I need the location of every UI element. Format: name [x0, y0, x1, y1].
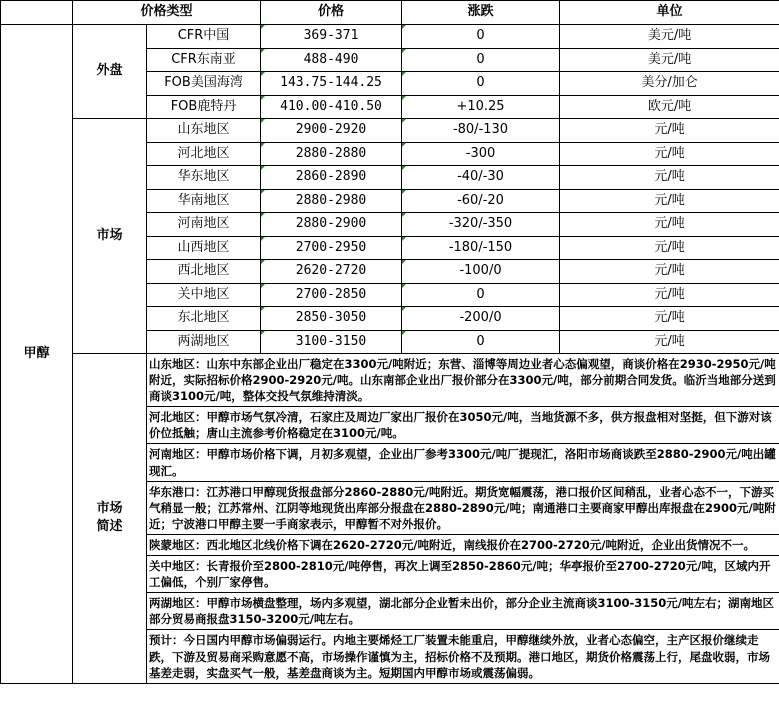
price-value: 2880-2980 [261, 189, 402, 213]
change-value: -180/-150 [402, 236, 560, 260]
region-name: 华南地区 [147, 189, 261, 213]
unit-value: 美元/吨 [560, 25, 779, 49]
unit-value: 美分/加仑 [560, 72, 779, 96]
summary-row [1, 354, 779, 684]
region-name: 河北地区 [147, 142, 261, 166]
unit-value: 元/吨 [560, 330, 779, 354]
price-type: FOB鹿特丹 [147, 95, 261, 119]
header-unit: 单位 [560, 1, 779, 25]
unit-value: 元/吨 [560, 166, 779, 190]
unit-value: 元/吨 [560, 283, 779, 307]
change-value: 0 [402, 330, 560, 354]
summary-paragraph: 两湖地区：甲醇市场横盘整理，场内多观望，湖北部分企业暂未出价，部分企业主流商谈3100-3150元/吨左右；湖南地区部分贸易商报盘3150-3200元/吨左右。 [147, 593, 779, 630]
price-value: 2880-2880 [261, 142, 402, 166]
unit-value: 元/吨 [560, 260, 779, 284]
unit-value: 元/吨 [560, 189, 779, 213]
unit-value: 元/吨 [560, 307, 779, 331]
price-type: FOB美国海湾 [147, 72, 261, 96]
region-name: 山东地区 [147, 119, 261, 143]
price-value: 2700-2950 [261, 236, 402, 260]
price-value: 143.75-144.25 [261, 72, 402, 96]
change-value: -60/-20 [402, 189, 560, 213]
unit-value: 元/吨 [560, 236, 779, 260]
change-value: 0 [402, 48, 560, 72]
summary-label-text: 市场简述 [96, 501, 123, 535]
price-value: 2860-2890 [261, 166, 402, 190]
price-value: 2850-3050 [261, 307, 402, 331]
change-value: 0 [402, 25, 560, 49]
unit-value: 元/吨 [560, 213, 779, 237]
summary-paragraph: 关中地区：长青报价至2800-2810元/吨停售，再次上调至2850-2860元/吨；华亭报价至2700-2720元/吨，区域内开工偏低，个别厂家停售。 [147, 556, 779, 593]
price-type: CFR东南亚 [147, 48, 261, 72]
summary-paragraph: 华东港口：江苏港口甲醇现货报盘部分2860-2880元/吨附近。期货宽幅震荡，港口报价区间稍乱，业者心态不一，下游买气稍显一般；江苏常州、江阴等地现货出库部分报盘在2880-2890元/吨；南通港口主要商家甲醇出库报盘在2900元/吨附近；宁波港口甲醇主要一手商家表示，甲醇暂不对外报价。 [147, 482, 779, 535]
summary-paragraph: 河南地区：甲醇市场价格下调，月初多观望，企业出厂参考3300元/吨厂提现汇，洛阳市场商谈跌至2880-2900元/吨出罐现汇。 [147, 444, 779, 481]
product-label: 甲醇 [1, 25, 73, 684]
price-value: 410.00-410.50 [261, 95, 402, 119]
price-value: 488-490 [261, 48, 402, 72]
change-value: -300 [402, 142, 560, 166]
price-type: CFR中国 [147, 25, 261, 49]
table-row [1, 119, 779, 143]
change-value: -40/-30 [402, 166, 560, 190]
summary-paragraph: 陕蒙地区：西北地区北线价格下调在2620-2720元/吨附近，南线报价在2700-2720元/吨附近，企业出货情况不一。 [147, 535, 779, 556]
price-value: 3100-3150 [261, 330, 402, 354]
price-value: 369-371 [261, 25, 402, 49]
summary-paragraph: 河北地区：甲醇市场气氛冷清，石家庄及周边厂家出厂报价在3050元/吨，当地货源不多，供方报盘相对坚挺，但下游对该价位抵触；唐山主流参考价格稳定在3100元/吨。 [147, 407, 779, 444]
summary-label [73, 354, 147, 684]
market-label: 市场 [73, 119, 147, 354]
region-name: 关中地区 [147, 283, 261, 307]
change-value: -80/-130 [402, 119, 560, 143]
region-name: 东北地区 [147, 307, 261, 331]
region-name: 两湖地区 [147, 330, 261, 354]
header-change: 涨跌 [402, 1, 560, 25]
price-value: 2880-2900 [261, 213, 402, 237]
summary-content [147, 354, 779, 684]
header-row [1, 1, 779, 25]
unit-value: 元/吨 [560, 142, 779, 166]
header-price: 价格 [261, 1, 402, 25]
change-value: +10.25 [402, 95, 560, 119]
external-label: 外盘 [73, 25, 147, 119]
unit-value: 美元/吨 [560, 48, 779, 72]
table-row [1, 25, 779, 49]
summary-paragraph: 山东地区：山东中东部企业出厂稳定在3300元/吨附近；东营、淄博等周边业者心态偏观望，商谈价格在2930-2950元/吨附近，实际招标价格2900-2920元/吨。山东南部企业出厂报价部分在3300元/吨，部分前期合同发货。临沂当地部分送到商谈3100元/吨，整体交投气氛维持清淡。 [147, 354, 779, 407]
change-value: 0 [402, 72, 560, 96]
summary-paragraph: 预计：今日国内甲醇市场偏弱运行。内地主要烯烃工厂装置未能重启，甲醇继续外放，业者心态偏空，主产区报价继续走跌，下游及贸易商采购意愿不高，市场操作谨慎为主，招标价格不及预期。港口地区，期货价格震荡上行，尾盘收弱，市场基差走弱，实盘买气一般，基差盘商谈为主。短期国内甲醇市场或震荡偏弱。 [149, 633, 770, 680]
change-value: -320/-350 [402, 213, 560, 237]
price-value: 2700-2850 [261, 283, 402, 307]
unit-value: 元/吨 [560, 119, 779, 143]
price-value: 2620-2720 [261, 260, 402, 284]
header-blank [1, 1, 73, 25]
price-value: 2900-2920 [261, 119, 402, 143]
region-name: 山西地区 [147, 236, 261, 260]
change-value: -200/0 [402, 307, 560, 331]
change-value: -100/0 [402, 260, 560, 284]
region-name: 西北地区 [147, 260, 261, 284]
region-name: 河南地区 [147, 213, 261, 237]
change-value: 0 [402, 283, 560, 307]
unit-value: 欧元/吨 [560, 95, 779, 119]
header-price-type: 价格类型 [73, 1, 261, 25]
region-name: 华东地区 [147, 166, 261, 190]
